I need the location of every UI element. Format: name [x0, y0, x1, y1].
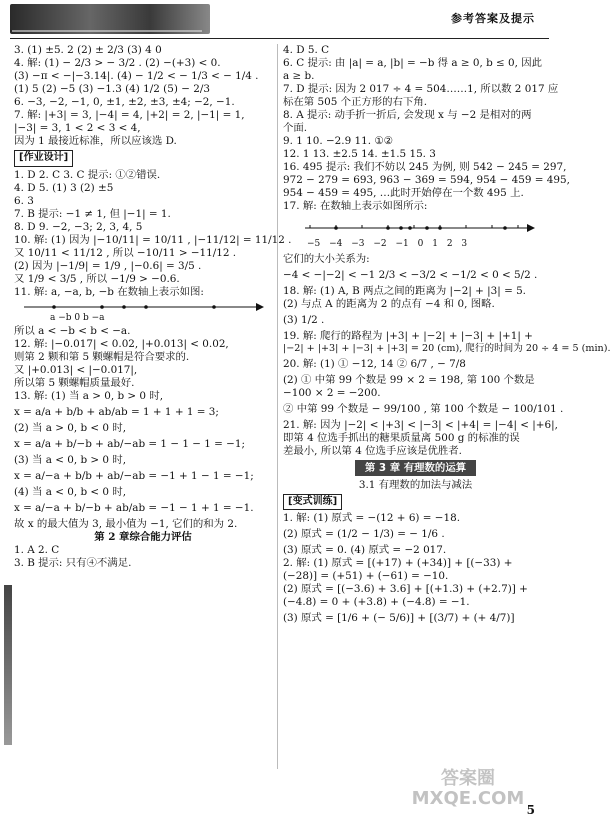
answer-line: x = a/a + b/b + ab/ab = 1 + 1 + 1 = 3;	[14, 405, 219, 418]
answer-line: 所以 a < −b < b < −a.	[14, 324, 131, 337]
answer-line: (3) 原式 = 0. (4) 原式 = −2 017.	[283, 544, 447, 557]
answer-line: 12. 解: |−0.017| < 0.02, |+0.013| < 0.02,	[14, 337, 229, 350]
answer-line: 3. (1) ±5. 2 (2) ± 2/3 (3) 4 0	[14, 44, 162, 56]
answer-line: 8. A 提示: 动手折一折后, 会发现 x 与 −2 是相对的两	[283, 109, 532, 121]
answer-line: 6. 3	[14, 194, 34, 207]
answer-line: 9. 1 10. −2.9 11. ①②	[283, 135, 393, 147]
answer-line: (1) 5 (2) −5 (3) −1.3 (4) 1/2 (5) − 2/3	[14, 83, 210, 95]
answer-line: a ≥ b.	[283, 70, 315, 82]
answer-line: (−28)] = (+51) + (−61) = −10.	[283, 570, 449, 583]
answer-line: 10. 解: (1) 因为 |−10/11| = 10/11 , |−11/12| = 11/12 .	[14, 233, 292, 246]
answer-line: 6. C 提示: 由 |a| = a, |b| = −b 得 a ≥ 0, b ≤ 0, 因此	[283, 57, 543, 69]
answer-line: 18. 解: (1) A, B 两点之间的距离为 |−2| + |3| = 5.	[283, 285, 526, 297]
section-title: 3.1 有理数的加法与减法	[358, 478, 473, 491]
answer-line: (−4.8) = 0 + (+3.8) + (−4.8) = −1.	[283, 596, 470, 609]
answer-line: 7. D 提示: 因为 2 017 ÷ 4 = 504……1, 所以数 2 017 应	[283, 83, 559, 95]
answer-line: 差最小, 所以第 4 位选手应该是优胜者.	[283, 444, 462, 457]
answer-line: 所以第 5 颗螺帽质量最好.	[14, 376, 135, 389]
answer-line: 12. 1 13. ±2.5 14. ±1.5 15. 3	[283, 148, 436, 160]
answer-line: 972 − 279 = 693, 963 − 369 = 594, 954 − 459 = 495,	[283, 174, 570, 186]
number-line-svg	[305, 217, 535, 239]
answer-line: |−2| + |+3| + |−3| + |+3| = 20 (cm), 爬行的时间为 20 ÷ 4 = 5 (min).	[283, 343, 611, 354]
answer-line: 又 |+0.013| < |−0.017|,	[14, 363, 138, 376]
answer-line: 11. 解: a, −a, b, −b 在数轴上表示如图:	[14, 285, 204, 298]
answer-line: 1. D 2. C 3. C 提示: ①②错误.	[14, 168, 161, 181]
answer-line: (3) 1/2 .	[283, 314, 325, 326]
answer-line: 954 − 459 = 495, …此时开始停在一个数 495 上.	[283, 187, 524, 199]
answer-line: (2) 原式 = [(−3.6) + 3.6] + [(+1.3) + (+2.7)] +	[283, 583, 528, 596]
chapter-title: 第 3 章 有理数的运算	[355, 460, 476, 476]
answer-line: 它们的大小关系为:	[283, 253, 370, 265]
answer-line: −100 × 2 = −200.	[283, 386, 381, 399]
answer-line: (2) ① 中第 99 个数是 99 × 2 = 198, 第 100 个数是	[283, 373, 535, 386]
answer-line: 标在第 505 个正方形的右下角.	[283, 96, 428, 108]
column-divider	[277, 44, 278, 769]
answer-line: 8. D 9. −2, −3; 2, 3, 4, 5	[14, 220, 143, 233]
section-label: [作业设计]	[14, 150, 73, 167]
answer-line: 19. 解: 爬行的路程为 |+3| + |−2| + |−3| + |+1| +	[283, 330, 533, 342]
answer-line: 20. 解: (1) ① −12, 14 ② 6/7 , − 7/8	[283, 357, 466, 370]
answer-line: 7. 解: |+3| = 3, |−4| = 4, |+2| = 2, |−1| = 1,	[14, 109, 245, 121]
answer-line: x = a/−a + b/−b + ab/ab = −1 − 1 + 1 = −1.	[14, 501, 254, 514]
answer-line: 故 x 的最大值为 3, 最小值为 −1, 它们的和为 2.	[14, 517, 238, 530]
answer-line: 因为 1 最接近标准，所以应该选 D.	[14, 135, 177, 147]
answer-line: (2) 当 a > 0, b < 0 时,	[14, 421, 127, 434]
answer-line: 又 1/9 < 3/5 , 所以 −1/9 > −0.6.	[14, 272, 180, 285]
answer-line: −4 < −|−2| < −1 2/3 < −3/2 < −1/2 < 0 < 5/2 .	[283, 269, 538, 281]
answer-line: |−3| = 3, 1 < 2 < 3 < 4,	[14, 122, 141, 134]
answer-line: 2. 解: (1) 原式 = [(+17) + (+34)] + [(−33) +	[283, 557, 513, 570]
answer-line: 6. −3, −2, −1, 0, ±1, ±2, ±3, ±4; −2, −1.	[14, 96, 235, 108]
header-title: 参考答案及提示	[451, 12, 535, 25]
answer-line: 1. 解: (1) 原式 = −(12 + 6) = −18.	[283, 512, 461, 525]
page-number: 5	[526, 803, 535, 817]
chapter-assessment-title: 第 2 章综合能力评估	[94, 530, 192, 543]
answer-line: 又 10/11 < 11/12 , 所以 −10/11 > −11/12 .	[14, 246, 237, 259]
answer-line: (2) 因为 |−1/9| = 1/9 , |−0.6| = 3/5 .	[14, 259, 202, 272]
banner-decoration	[12, 8, 202, 32]
section-label: [变式训练]	[283, 494, 342, 511]
chapter-heading	[283, 462, 548, 475]
answer-line: (2) 与点 A 的距离为 2 的点有 −4 和 0, 图略.	[283, 298, 495, 310]
header-rule	[10, 38, 549, 39]
answer-line: 16. 495 提示: 我们不妨以 245 为例, 则 542 − 245 = 297,	[283, 161, 567, 173]
margin-decoration	[4, 585, 12, 745]
number-line-figure	[283, 213, 548, 253]
answer-line: 即第 4 位选手抓出的糖果质量离 500 g 的标准的误	[283, 431, 520, 444]
left-column	[14, 44, 292, 570]
answer-line: (3) 当 a < 0, b > 0 时,	[14, 453, 127, 466]
answer-line: 3. B 提示: 只有④不满足.	[14, 556, 132, 569]
right-column	[283, 44, 611, 628]
answer-line: ② 中第 99 个数是 − 99/100 , 第 100 个数是 − 100/101 .	[283, 402, 564, 415]
answer-line: (4) 当 a < 0, b < 0 时,	[14, 485, 127, 498]
answer-line: 4. D 5. (1) 3 (2) ±5	[14, 181, 114, 194]
number-line-ticks: −5 −4 −3 −2 −1 0 1 2 3	[307, 239, 468, 249]
answer-line: (3) 原式 = [1/6 + (− 5/6)] + [(3/7) + (+ 4/7)]	[283, 612, 515, 625]
answer-line: 则第 2 颗和第 5 颗螺帽是符合要求的.	[14, 350, 190, 363]
answer-line: 17. 解: 在数轴上表示如图所示:	[283, 200, 428, 212]
answer-line: (3) −π < −|−3.14|. (4) − 1/2 < − 1/3 < − 1/4 .	[14, 70, 259, 82]
answer-line: 个面.	[283, 122, 308, 134]
answer-line: 4. 解: (1) − 2/3 > − 3/2 . (2) −(+3) < 0.	[14, 57, 221, 69]
number-line-figure	[14, 299, 272, 325]
answer-line: 4. D 5. C	[283, 44, 330, 56]
answer-line: (2) 原式 = (1/2 − 1/3) = − 1/6 .	[283, 528, 445, 541]
number-line-labels: a −b 0 b −a	[50, 312, 105, 323]
answer-line: x = a/−a + b/b + ab/−ab = −1 + 1 − 1 = −1;	[14, 469, 254, 482]
page-header	[0, 0, 563, 40]
answer-line: 7. B 提示: −1 ≠ 1, 但 |−1| = 1.	[14, 207, 171, 220]
watermark-logo: 答案圈 MXQE.COM	[411, 768, 525, 809]
answer-line: 13. 解: (1) 当 a > 0, b > 0 时,	[14, 389, 164, 402]
answer-line: x = a/a + b/−b + ab/−ab = 1 − 1 − 1 = −1;	[14, 437, 245, 450]
answer-line: 1. A 2. C	[14, 543, 60, 556]
answer-line: 21. 解: 因为 |−2| < |+3| < |−3| < |+4| = |−4| < |+6|,	[283, 418, 558, 431]
